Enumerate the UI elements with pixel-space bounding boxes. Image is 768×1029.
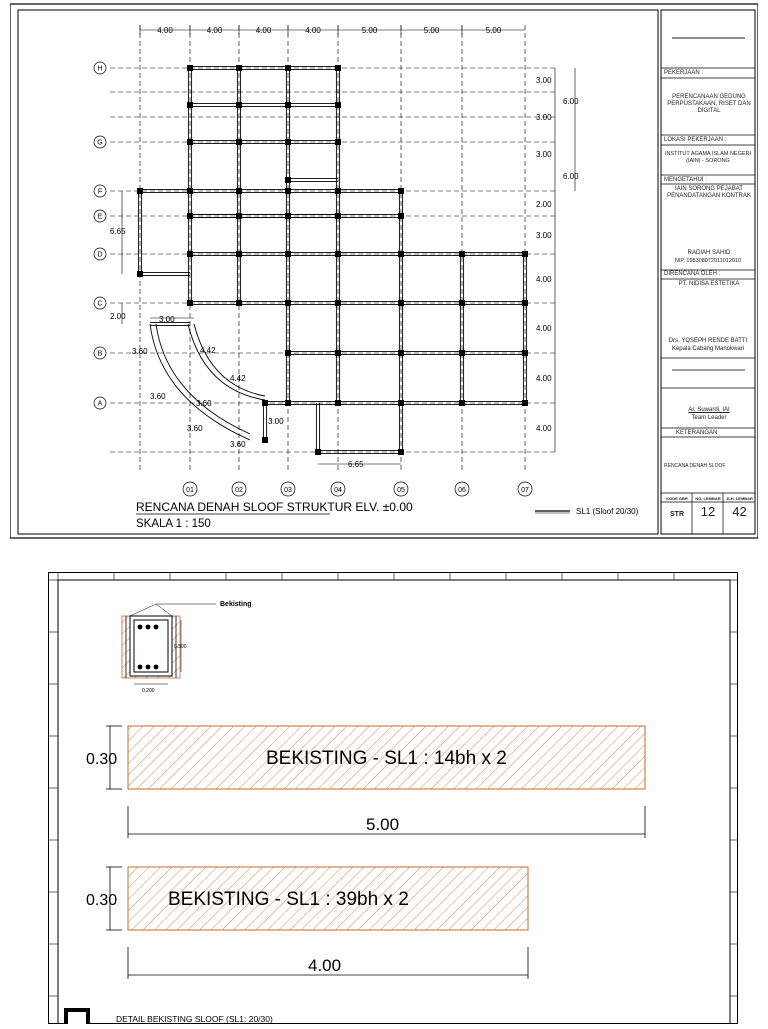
col-label-06: 06 <box>458 487 466 494</box>
column-36 <box>398 251 404 257</box>
column-24 <box>137 188 143 194</box>
column-46 <box>398 350 404 356</box>
lokasi-value: INSTITUT AGAMA ISLAM NEGERI (IAIN) - SORONG <box>664 151 752 164</box>
column-30 <box>236 251 242 257</box>
right-dim-3: 2.00 <box>536 200 552 209</box>
curve-dim-4: 3.60 <box>150 392 166 401</box>
mengetahui-label: MENGETAHUI : <box>664 177 707 183</box>
no-label: NO. LEMBAR <box>695 496 721 501</box>
column-40 <box>522 251 528 257</box>
column-18 <box>335 65 341 71</box>
pekerjaan-value: PERENCANAAN GEDUNG PERPUSTAKAAN, RISET DAN DIGITAL <box>667 94 751 114</box>
kode-label: KODE GBR <box>666 496 688 501</box>
column-16 <box>285 213 291 219</box>
column-48 <box>459 350 465 356</box>
column-44 <box>335 350 341 356</box>
beam-upper-h-x <box>288 178 338 181</box>
sloof-plan-drawing <box>10 0 758 540</box>
column-19 <box>335 102 341 108</box>
curve-dim-3: 4.42 <box>230 374 246 383</box>
detail-title: DETAIL BEKISTING SLOOF (SL1: 20/30) <box>116 1014 273 1024</box>
beam-stub-v <box>263 403 266 440</box>
plan-scale: SKALA 1 : 150 <box>136 518 211 530</box>
bekisting-detail-drawing <box>48 572 738 1024</box>
top-dim-2: 4.00 <box>255 26 272 35</box>
right-dim-4: 3.00 <box>536 231 552 240</box>
curve-dim-0: 3.00 <box>159 315 175 324</box>
pejabat-name: RADIAH SAHID <box>687 250 731 256</box>
column-51 <box>522 400 528 406</box>
column-0 <box>187 65 193 71</box>
column-50 <box>522 350 528 356</box>
left-dim-0: 6.65 <box>110 227 126 236</box>
bekisting-label: Bekisting <box>220 601 252 608</box>
col-label-05: 05 <box>397 487 405 494</box>
column-27 <box>398 213 404 219</box>
column-55 <box>262 437 268 443</box>
top-dim-3: 4.00 <box>305 26 321 35</box>
column-37 <box>398 300 404 306</box>
column-13 <box>285 102 291 108</box>
column-2 <box>187 139 193 145</box>
right-dim-0: 3.00 <box>536 76 552 85</box>
curve-dim-7: 3.60 <box>230 440 246 449</box>
pejabat-nip: NIP. 198308072011012010 <box>674 258 742 264</box>
mengetahui-value: IAIN SORONG PEJABAT PENANDATANGAN KONTRAK <box>667 186 751 199</box>
beam2-height: 0.30 <box>86 892 118 909</box>
column-26 <box>398 188 404 194</box>
pekerjaan-label: PEKERJAAN : <box>664 70 704 76</box>
beam-stub-a <box>265 401 288 404</box>
top-dim-1: 4.00 <box>206 26 223 35</box>
column-56 <box>285 177 291 183</box>
column-22 <box>335 213 341 219</box>
column-45 <box>335 400 341 406</box>
column-8 <box>236 139 242 145</box>
column-21 <box>335 188 341 194</box>
beam2-length: 4.00 <box>308 956 342 975</box>
right-dim-1: 3.00 <box>536 113 552 122</box>
section-detail <box>122 604 216 684</box>
curve-dim-6: 3.60 <box>187 424 203 433</box>
column-32 <box>285 251 291 257</box>
keterangan-label: KETERANGAN <box>676 430 718 436</box>
beam-ext-left <box>316 403 319 452</box>
column-20 <box>335 139 341 145</box>
column-6 <box>236 65 242 71</box>
plan-sheet <box>10 0 758 540</box>
kode-value: STR <box>670 511 684 518</box>
curve-dim-2: 4.42 <box>200 346 216 355</box>
curve-dim-8: 3.00 <box>268 417 284 426</box>
column-9 <box>236 188 242 194</box>
row-label-D: D <box>97 251 103 259</box>
column-12 <box>285 65 291 71</box>
plan-title: RENCANA DENAH SLOOF STRUKTUR ELV. ±0.00 <box>136 500 413 514</box>
section-height: 0.300 <box>174 644 187 650</box>
direncana-value: PT. NIDISA ESTETIKA <box>678 281 740 287</box>
column-53 <box>315 449 321 455</box>
top-dim-5: 5.00 <box>423 26 440 35</box>
row-label-A: A <box>97 400 103 408</box>
beam1-length: 5.00 <box>366 815 400 834</box>
row-label-H: H <box>97 65 103 73</box>
column-38 <box>459 251 465 257</box>
legend-label: SL1 (Sloof 20/30) <box>576 507 639 516</box>
column-31 <box>236 300 242 306</box>
column-52 <box>398 449 404 455</box>
direncana-label: DIRENCANA OLEH : <box>664 271 721 277</box>
jml-label: JLH. LEMBAR <box>726 496 753 501</box>
right-dim-5: 4.00 <box>536 275 552 284</box>
beam2-label: BEKISTING - SL1 : 39bh x 2 <box>168 889 409 910</box>
keterangan-value: RENCANA DENAH SLOOF <box>664 463 726 469</box>
row-label-C: C <box>97 300 103 308</box>
jml-value: 42 <box>732 504 747 519</box>
right-total-dim-1: 6.00 <box>563 172 579 181</box>
col-label-03: 03 <box>284 487 292 494</box>
row-label-B: B <box>97 350 103 358</box>
row-label-F: F <box>97 188 103 196</box>
column-39 <box>459 300 465 306</box>
column-49 <box>459 400 465 406</box>
curved-wing <box>150 324 265 440</box>
column-42 <box>285 350 291 356</box>
section-width: 0.200 <box>142 688 155 694</box>
top-dim-0: 4.00 <box>157 26 173 35</box>
director-name: Drs. YOSEPH RENDE BATTI <box>668 338 748 344</box>
bottom-dim: 6.65 <box>348 460 364 469</box>
left-dim-1: 2.00 <box>110 312 126 321</box>
column-54 <box>262 400 268 406</box>
column-15 <box>285 188 291 194</box>
row-label-G: G <box>97 139 103 147</box>
column-41 <box>522 300 528 306</box>
column-1 <box>187 102 193 108</box>
column-7 <box>236 102 242 108</box>
right-dim-7: 4.00 <box>536 374 552 383</box>
column-34 <box>335 251 341 257</box>
col-label-01: 01 <box>186 487 194 494</box>
column-28 <box>187 251 193 257</box>
beam1-label: BEKISTING - SL1 : 14bh x 2 <box>266 748 507 769</box>
row-label-E: E <box>97 213 103 221</box>
column-33 <box>285 300 291 306</box>
no-value: 12 <box>700 504 716 519</box>
column-29 <box>187 300 193 306</box>
director-role: Kepala Cabang Manokwari <box>671 346 745 352</box>
curve-dim-1: 3.60 <box>132 347 148 356</box>
leader-name: Ar. Suwardi, IAI <box>688 407 730 413</box>
column-3 <box>187 188 193 194</box>
col-label-07: 07 <box>521 487 529 494</box>
right-dim-8: 4.00 <box>536 424 552 433</box>
col-label-04: 04 <box>334 487 342 494</box>
column-14 <box>285 139 291 145</box>
beam-wing-bot <box>140 272 190 275</box>
column-35 <box>335 300 341 306</box>
lokasi-label: LOKASI PEKERJAAN : <box>664 137 727 143</box>
column-4 <box>187 213 193 219</box>
right-dim-6: 4.00 <box>536 324 552 333</box>
top-dim-4: 5.00 <box>361 26 378 35</box>
top-dim-6: 5.00 <box>485 26 502 35</box>
column-43 <box>285 400 291 406</box>
right-total-dim-0: 6.00 <box>563 97 579 106</box>
right-dim-2: 3.00 <box>536 150 552 159</box>
column-47 <box>398 400 404 406</box>
beam1-height: 0.30 <box>86 751 118 768</box>
curve-dim-5: 3.60 <box>196 399 212 408</box>
beam-upper-h-1 <box>190 103 338 106</box>
column-25 <box>137 271 143 277</box>
column-10 <box>236 213 242 219</box>
detail-sheet <box>48 572 738 1024</box>
leader-role: Team Leader <box>691 415 727 421</box>
col-label-02: 02 <box>235 487 243 494</box>
